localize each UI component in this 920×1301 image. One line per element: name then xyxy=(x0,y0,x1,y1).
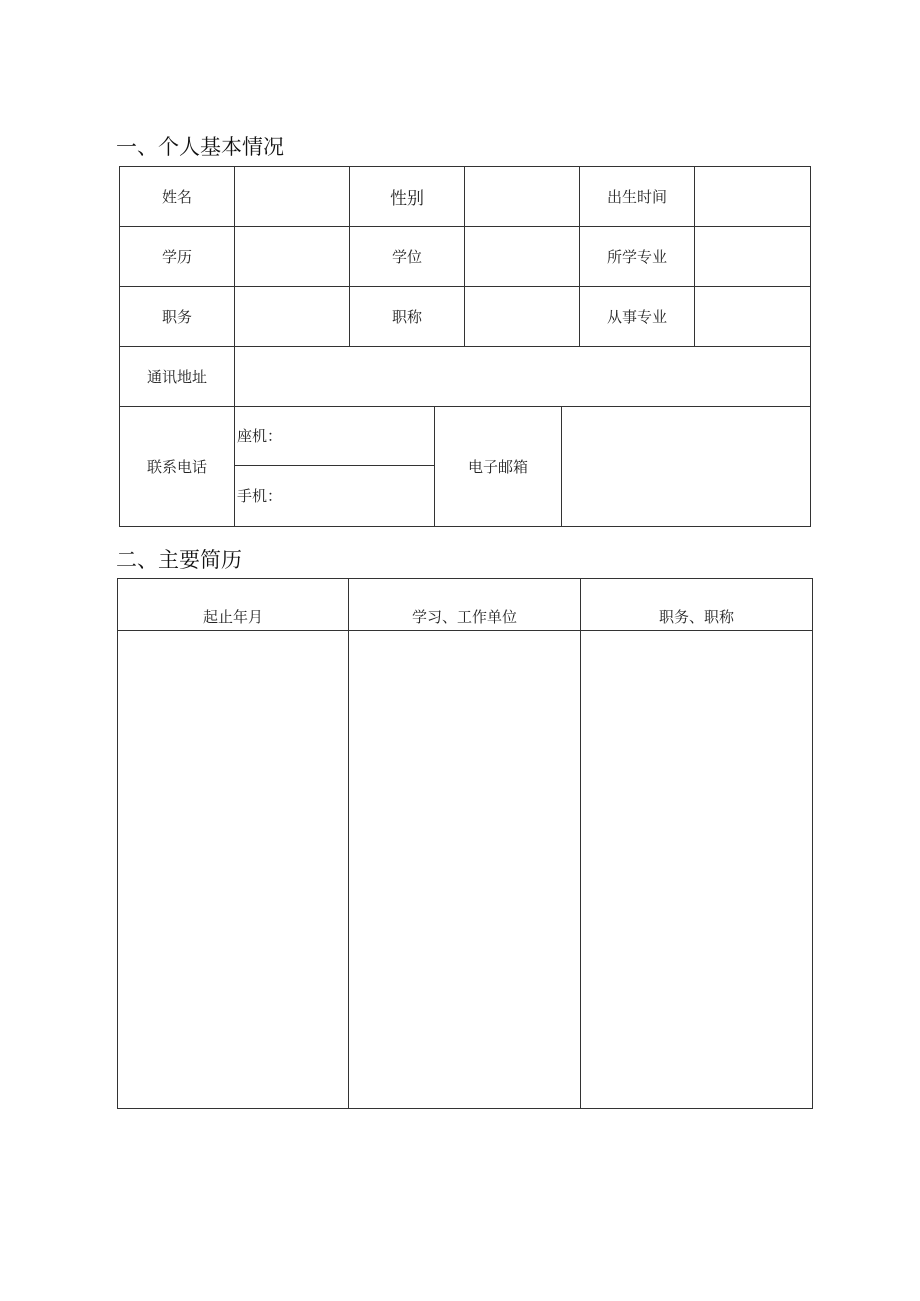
position-field[interactable] xyxy=(235,287,350,347)
degree-label: 学位 xyxy=(350,227,465,287)
gender-label: 性别 xyxy=(350,167,465,227)
address-label: 通讯地址 xyxy=(120,347,235,407)
resume-table xyxy=(117,578,813,1109)
field-field[interactable] xyxy=(695,287,811,347)
phone-label: 联系电话 xyxy=(120,407,235,527)
birth-label: 出生时间 xyxy=(580,167,695,227)
resume-header-organization: 学习、工作单位 xyxy=(349,579,581,631)
education-field[interactable] xyxy=(235,227,350,287)
landline-field[interactable] xyxy=(235,407,434,466)
major-field[interactable] xyxy=(695,227,811,287)
education-label: 学历 xyxy=(120,227,235,287)
resume-header-position: 职务、职称 xyxy=(581,579,813,631)
resume-header-period: 起止年月 xyxy=(118,579,349,631)
name-field[interactable] xyxy=(235,167,350,227)
section-title-basic-info: 一、个人基本情况 xyxy=(116,135,284,159)
resume-period-field[interactable] xyxy=(118,631,349,1109)
section-title-resume: 二、主要简历 xyxy=(116,548,242,572)
birth-field[interactable] xyxy=(695,167,811,227)
email-label: 电子邮箱 xyxy=(434,407,562,526)
basic-info-table xyxy=(119,166,811,527)
resume-position-field[interactable] xyxy=(581,631,813,1109)
major-label: 所学专业 xyxy=(580,227,695,287)
gender-field[interactable] xyxy=(465,167,580,227)
degree-field[interactable] xyxy=(465,227,580,287)
name-label: 姓名 xyxy=(120,167,235,227)
mobile-field[interactable] xyxy=(235,467,434,526)
title-field[interactable] xyxy=(465,287,580,347)
position-label: 职务 xyxy=(120,287,235,347)
address-field[interactable] xyxy=(235,347,811,407)
mobile-label: 手机： xyxy=(237,487,283,505)
resume-organization-field[interactable] xyxy=(349,631,581,1109)
landline-label: 座机： xyxy=(237,427,283,445)
contact-group xyxy=(235,407,811,527)
title-label: 职称 xyxy=(350,287,465,347)
field-label: 从事专业 xyxy=(580,287,695,347)
